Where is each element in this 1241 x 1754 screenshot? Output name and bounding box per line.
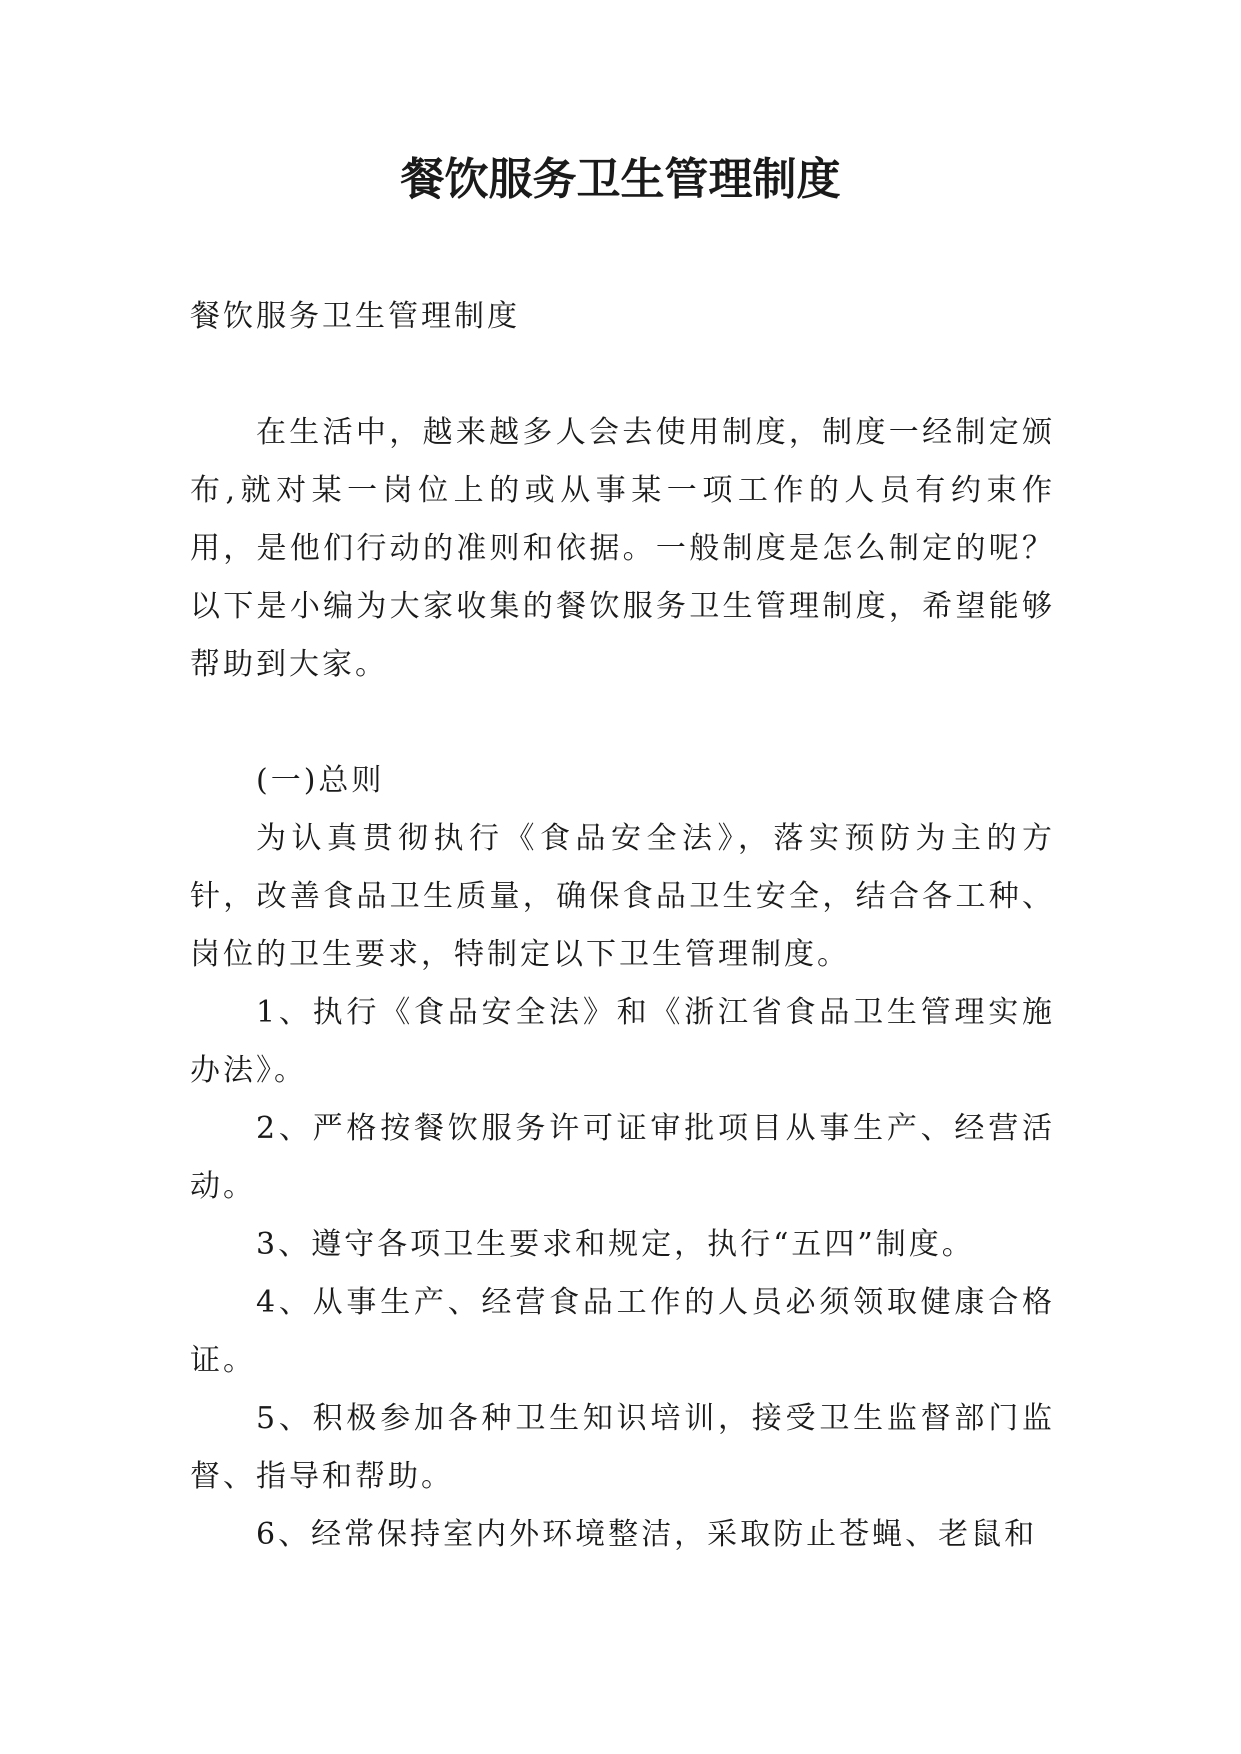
list-item: 4、从事生产、经营食品工作的人员必须领取健康合格证。 [190, 1285, 1055, 1378]
list-item: 1、执行《食品安全法》和《浙江省食品卫生管理实施办法》。 [190, 995, 1055, 1088]
document-title: 餐饮服务卫生管理制度 [400, 154, 841, 205]
document-body [190, 288, 1055, 1564]
list-item: 3、遵守各项卫生要求和规定，执行“五四”制度。 [256, 1227, 975, 1262]
list-item: 5、积极参加各种卫生知识培训，接受卫生监督部门监督、指导和帮助。 [190, 1401, 1055, 1494]
document-subtitle: 餐饮服务卫生管理制度 [190, 299, 520, 334]
section-intro-paragraph: 为认真贯彻执行《食品安全法》，落实预防为主的方针，改善食品卫生质量，确保食品卫生安全，结合各工种、岗位的卫生要求，特制定以下卫生管理制度。 [190, 821, 1055, 972]
list-item: 2、严格按餐饮服务许可证审批项目从事生产、经营活动。 [190, 1111, 1055, 1204]
section-heading: (一)总则 [256, 763, 385, 798]
list-item: 6、经常保持室内外环境整洁，采取防止苍蝇、老鼠和 [256, 1517, 1038, 1552]
intro-paragraph: 在生活中，越来越多人会去使用制度，制度一经制定颁布,就对某一岗位上的或从事某一项工作的人员有约束作用，是他们行动的准则和依据。一般制度是怎么制定的呢？以下是小编为大家收集的餐饮服务卫生管理制度，希望能够帮助到大家。 [190, 415, 1055, 682]
